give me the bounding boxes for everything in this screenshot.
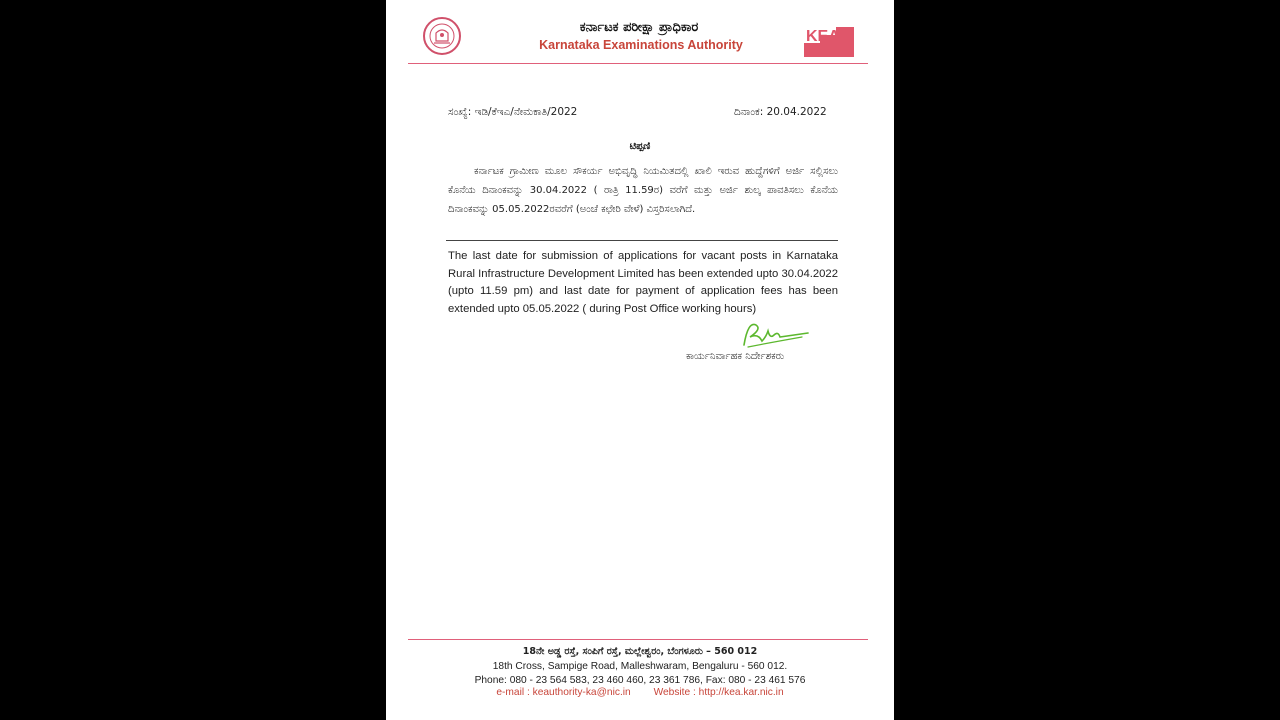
footer-email: e-mail : keauthority-ka@nic.in: [496, 687, 631, 698]
kea-logo: [804, 21, 854, 57]
reference-number: ಸಂಖ್ಯೆ: ಇಡಿ/ಕೆಇಎ/ನೇಮಕಾತಿ/2022: [448, 106, 578, 118]
header-divider: [408, 63, 868, 64]
footer-address-kannada: 18ನೇ ಅಡ್ಡ ರಸ್ತೆ, ಸಂಪಿಗೆ ರಸ್ತೆ, ಮಲ್ಲೇಶ್ವರಂ, ಬೆಂಗಳೂರು – 560 012: [522, 646, 758, 657]
footer-contact: [386, 687, 894, 698]
signatory-title: ಕಾರ್ಯನಿರ್ವಾಹಕ ನಿರ್ದೇಶಕರು: [686, 351, 785, 362]
authority-title-kannada: ಕರ್ನಾಟಕ ಪರೀಕ್ಷಾ ಪ್ರಾಧಿಕಾರ: [579, 20, 699, 35]
notice-page: [386, 0, 894, 720]
notice-body-kannada: ಕರ್ನಾಟಕ ಗ್ರಾಮೀಣ ಮೂಲ ಸೌಕರ್ಯ ಅಭಿವೃದ್ಧಿ ನಿಯಮಿತದಲ್ಲಿ ಖಾಲಿ ಇರುವ ಹುದ್ದೆಗಳಿಗೆ ಅರ್ಜಿ ಸಲ್ಲಿಸಲು ಕೊನೆಯ ದಿನಾಂಕವನ್ನು 30.04.2022 ( ರಾತ್ರಿ 11.59ರ) ವರೆಗೆ ಮತ್ತು ಅರ್ಜಿ ಶುಲ್ಕ ಪಾವತಿಸಲು ಕೊನೆಯ ದಿನಾಂಕವನ್ನು 05.05.2022ರವರೆಗೆ (ಅಂಚೆ ಕಛೇರಿ ವೇಳೆ) ವಿಸ್ತರಿಸಲಾಗಿದೆ.: [448, 166, 838, 215]
footer-divider: [408, 639, 868, 640]
footer-address-english: 18th Cross, Sampige Road, Malleshwaram, Bengaluru - 560 012.: [492, 661, 788, 672]
signature-image: [738, 317, 812, 351]
notice-date: ದಿನಾಂಕ: 20.04.2022: [734, 106, 827, 118]
logo-text: KEA: [806, 28, 840, 45]
notice-body-english: The last date for submission of applications for vacant posts in Karnataka Rural Infrastructure Development Limited has been extended upto 30.04.2022 (upto 11.59 pm) and last date for payment of application fees has been extended upto 05.05.2022 ( during Post Office working hours): [448, 250, 838, 315]
karnataka-emblem-icon: [423, 17, 461, 55]
authority-title-english: Karnataka Examinations Authority: [539, 38, 743, 52]
footer-phone: Phone: 080 - 23 564 583, 23 460 460, 23 361 786, Fax: 080 - 23 461 576: [474, 675, 806, 686]
footer-website: Website : http://kea.kar.nic.in: [653, 687, 784, 698]
section-divider: [446, 240, 838, 241]
notice-heading: ಟಿಪ್ಪಣಿ: [629, 141, 651, 152]
